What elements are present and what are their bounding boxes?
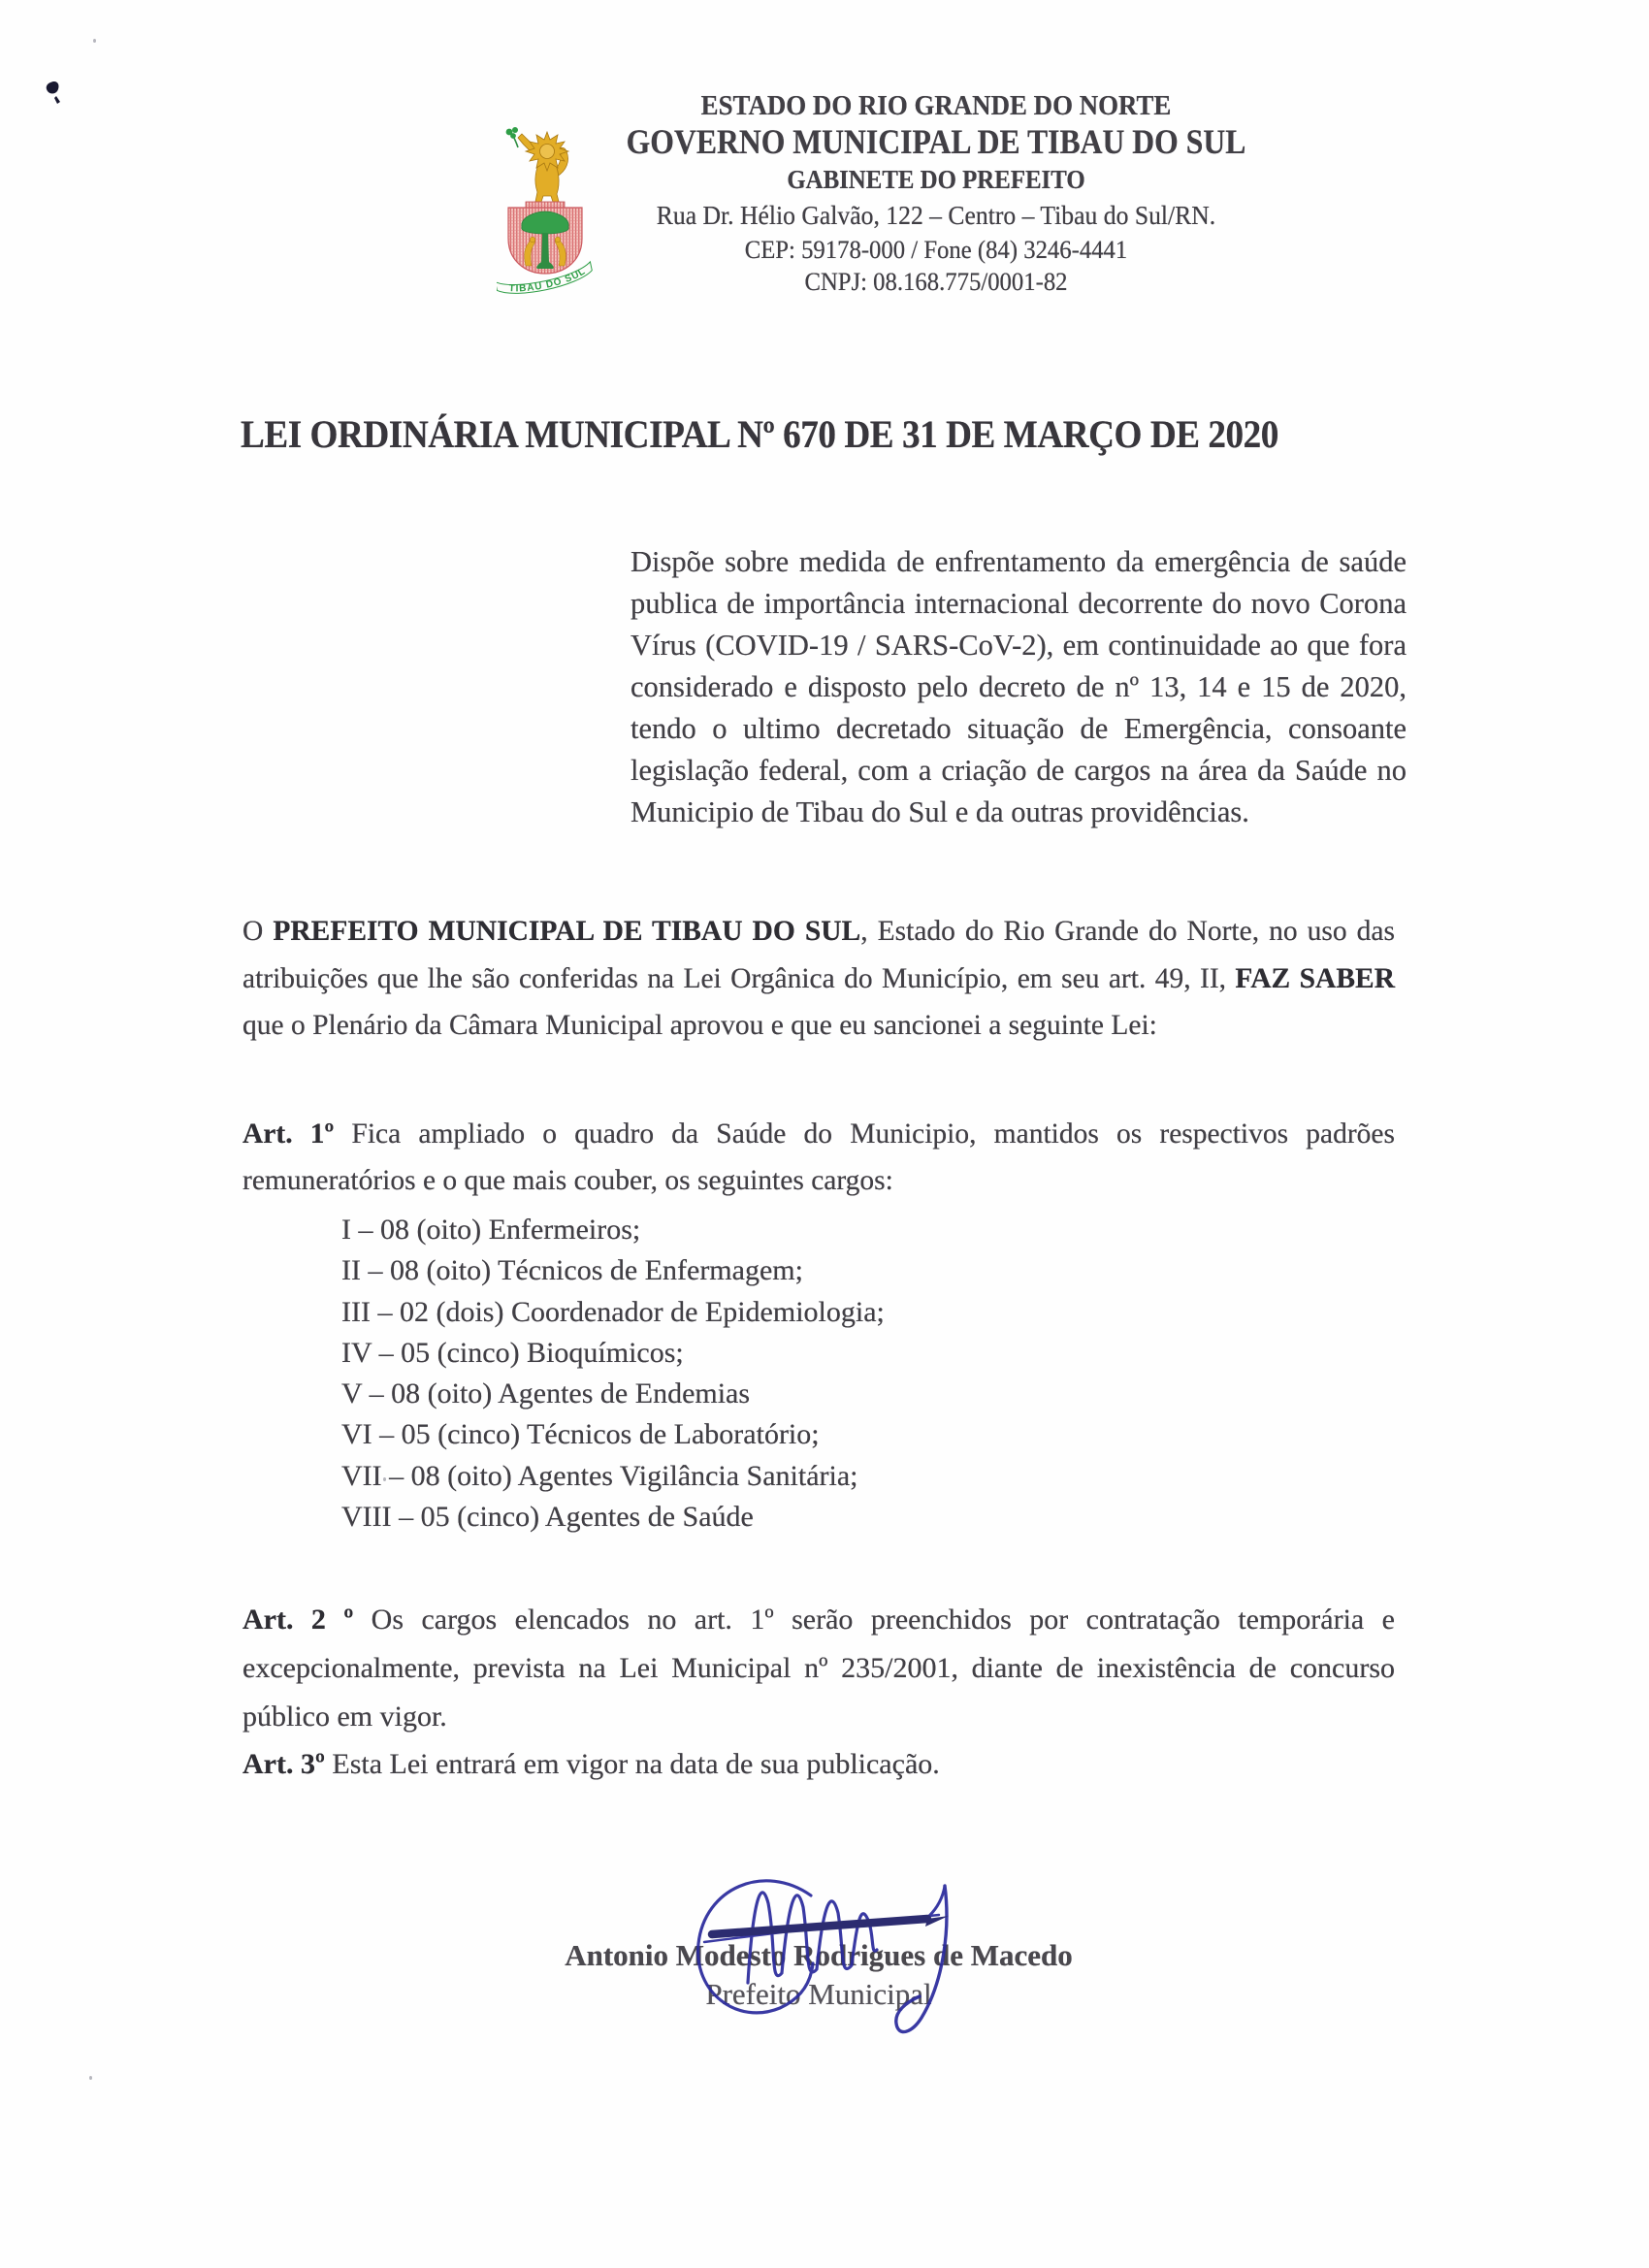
letterhead	[543, 93, 1329, 298]
list-item: VI – 05 (cinco) Técnicos de Laboratório;	[341, 1418, 820, 1451]
list-item: I – 08 (oito) Enfermeiros;	[341, 1214, 641, 1246]
header-state-line: ESTADO DO RIO GRANDE DO NORTE	[700, 91, 1172, 121]
scan-speck	[93, 39, 96, 43]
signatory-name: Antonio Modesto Rodrigues de Macedo	[565, 1938, 1073, 1972]
header-government-line: GOVERNO MUNICIPAL DE TIBAU DO SUL	[626, 122, 1246, 161]
cargo-list	[341, 1210, 885, 1538]
list-item: IV – 05 (cinco) Bioquímicos;	[341, 1336, 684, 1369]
header-cep-phone-line: CEP: 59178-000 / Fone (84) 3246-4441	[744, 236, 1128, 264]
preamble-paragraph: O PREFEITO MUNICIPAL DE TIBAU DO SUL, Estado do Rio Grande do Norte, no uso das atribuições que lhe são conferidas na Lei Orgânica do Município, em seu art. 49, II, FAZ SABER que o Plenário da Câmara Municipal aprovou e que eu sancionei a seguinte Lei:	[242, 916, 1395, 1041]
list-item: V – 08 (oito) Agentes de Endemias	[341, 1377, 751, 1410]
article-2: Art. 2 º Os cargos elencados no art. 1º serão preenchidos por contratação temporária e excepcionalmente, prevista na Lei Municipal nº 235/2001, diante de inexistência de concurso público em vigor.	[242, 1604, 1395, 1733]
signature-scribble	[648, 1855, 978, 2058]
header-office-line: GABINETE DO PREFEITO	[787, 165, 1085, 194]
crest-ribbon-text: TIBAU DO SUL	[508, 266, 588, 295]
law-title: LEI ORDINÁRIA MUNICIPAL Nº 670 DE 31 DE MARÇO DE 2020	[241, 412, 1278, 456]
article-1: Art. 1º Fica ampliado o quadro da Saúde do Municipio, mantidos os respectivos padrões remuneratórios e o que mais couber, os seguintes cargos:	[242, 1118, 1395, 1196]
article-3: Art. 3º Esta Lei entrará em vigor na data de sua publicação.	[242, 1748, 940, 1780]
list-item: VIII – 05 (cinco) Agentes de Saúde	[341, 1501, 754, 1534]
law-summary: Dispõe sobre medida de enfrentamento da emergência de saúde publica de importância internacional decorrente do novo Corona Vírus (COVID-19 / SARS-CoV-2), em continuidade ao que fora considerado e disposto pelo decreto de nº 13, 14 e 15 de 2020, tendo o ultimo decretado situação de Emergência, consoante legislação federal, com a criação de cargos na área da Saúde no Municipio de Tibau do Sul e da outras providências.	[630, 545, 1406, 828]
list-item: II – 08 (oito) Técnicos de Enfermagem;	[341, 1254, 803, 1287]
scan-speck	[89, 2076, 92, 2080]
header-cnpj-line: CNPJ: 08.168.775/0001-82	[804, 268, 1068, 296]
signatory-role: Prefeito Municipal	[705, 1977, 932, 2011]
ink-blob-mark	[43, 80, 66, 107]
list-item: III – 02 (dois) Coordenador de Epidemiologia;	[341, 1295, 885, 1328]
list-item: VII – 08 (oito) Agentes Vigilância Sanitária;	[341, 1459, 858, 1492]
header-address-line: Rua Dr. Hélio Galvão, 122 – Centro – Tibau do Sul/RN.	[656, 201, 1216, 230]
